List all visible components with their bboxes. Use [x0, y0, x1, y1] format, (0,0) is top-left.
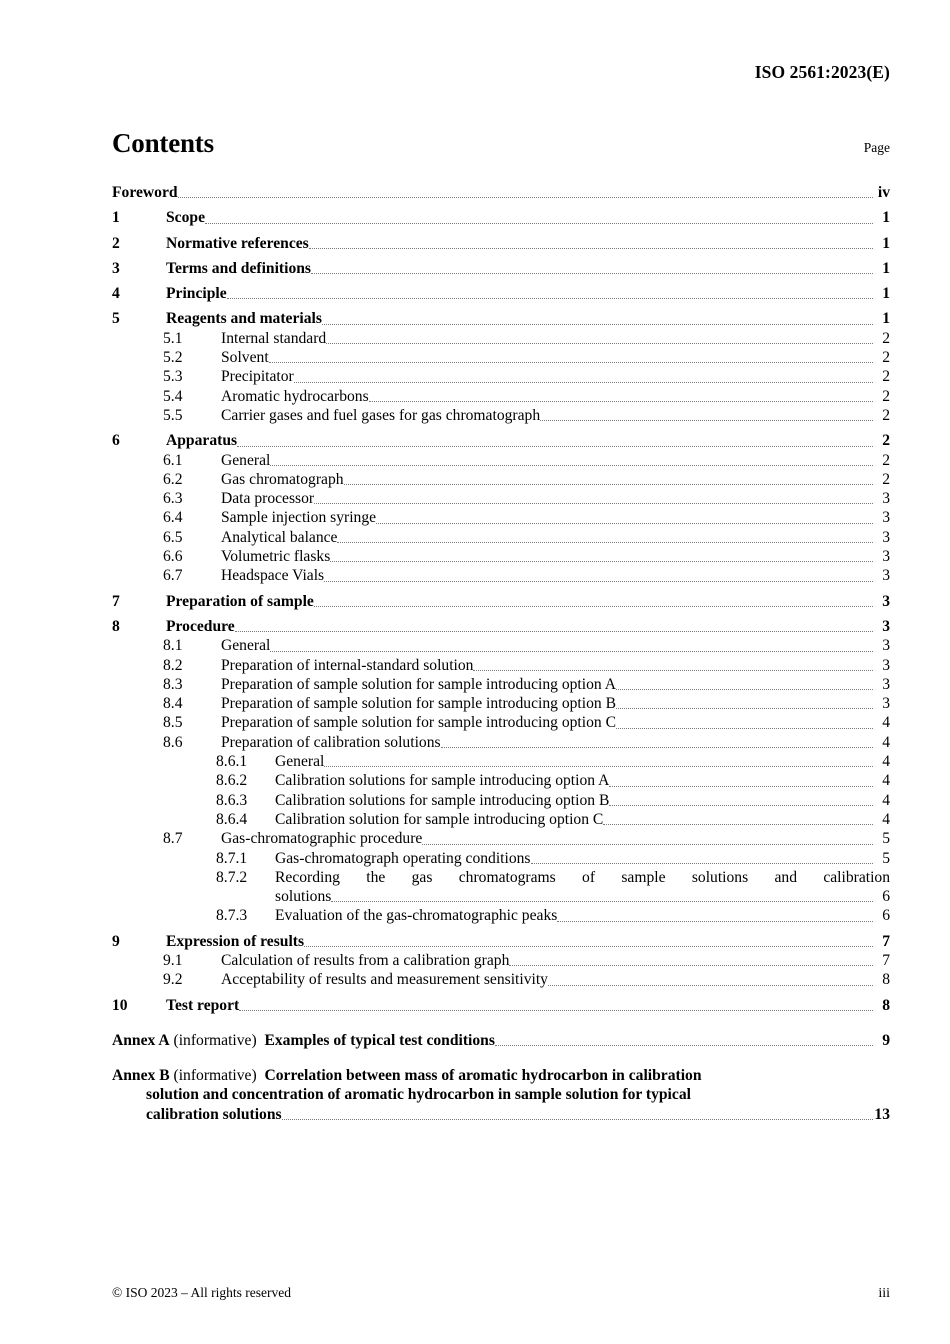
leader-dots [331, 891, 873, 907]
leader-dots [376, 512, 873, 528]
annex-a-line [112, 1031, 890, 1050]
leader-dots [548, 974, 873, 990]
toc-label: Preparation of sample [166, 592, 314, 610]
toc-page-number: 4 [882, 810, 890, 828]
toc-number: 5 [112, 310, 120, 328]
toc-label: Acceptability of results and measurement sensitivity [221, 971, 548, 989]
toc-label: Sample injection syringe [221, 509, 377, 527]
annex-b-name: Annex B [112, 1067, 170, 1085]
toc-page-number: 2 [882, 349, 890, 367]
toc-number: 8.7.1 [216, 849, 248, 867]
toc-page-number: 1 [882, 234, 890, 252]
toc-entry-8-6-1[interactable] [112, 752, 890, 771]
toc-page-number: 3 [882, 656, 890, 674]
leader-dots [294, 371, 873, 387]
toc-page-number: 8 [882, 971, 890, 989]
toc-page-number: 6 [882, 888, 890, 906]
toc-label: Preparation of calibration solutions [221, 733, 441, 751]
leader-dots [270, 640, 873, 656]
toc-page-number: 5 [882, 849, 890, 867]
toc-label: Preparation of sample solution for sample introducing option C [221, 714, 616, 732]
leader-dots [557, 910, 873, 926]
leader-dots [227, 288, 873, 304]
toc-page-number: 1 [882, 310, 890, 328]
toc-entry-8-6-2[interactable] [112, 771, 890, 790]
toc-number: 8.2 [163, 656, 183, 674]
toc-entry-annex-b[interactable] [112, 1066, 890, 1124]
toc-page-number: 3 [882, 548, 890, 566]
toc-entry-8-5[interactable] [112, 713, 890, 732]
toc-entry-principle[interactable] [112, 284, 890, 303]
toc-page-number: iv [877, 184, 890, 201]
leader-dots [239, 999, 873, 1015]
toc-page-number: 4 [882, 791, 890, 809]
toc-label-line-2 [275, 887, 890, 906]
annex-a-name: Annex A [112, 1031, 170, 1049]
leader-dots [237, 435, 873, 451]
toc-number: 8.7 [163, 830, 183, 848]
toc-label-continued: solutions [275, 888, 332, 906]
toc-label: Gas-chromatographic procedure [221, 830, 423, 848]
toc-entry-apparatus[interactable] [112, 431, 890, 450]
toc-number: 9 [112, 932, 120, 950]
leader-dots [609, 794, 873, 810]
toc-number: 8.6.3 [216, 791, 248, 809]
toc-entry-5-2[interactable] [112, 348, 890, 367]
toc-entry-scope[interactable] [112, 208, 890, 227]
toc-number: 8.4 [163, 695, 183, 713]
toc-entry-8-2[interactable] [112, 656, 890, 675]
toc-entry-5-3[interactable] [112, 367, 890, 386]
toc-entry-8-6-3[interactable] [112, 791, 890, 810]
toc-page-number: 2 [882, 406, 890, 424]
toc-entry-8-7-1[interactable] [112, 849, 890, 868]
leader-dots [324, 570, 873, 586]
toc-page-number: 4 [882, 714, 890, 732]
toc-page-number: 4 [882, 733, 890, 751]
toc-page-number: 3 [882, 490, 890, 508]
toc-label: Foreword [112, 184, 178, 201]
leader-dots [603, 814, 873, 830]
toc-label: General [221, 451, 271, 469]
toc-label-line-1: Recording the gas chromatograms of sample solutions and calibration [275, 868, 890, 886]
toc-label: Calibration solutions for sample introducing option B [275, 791, 610, 809]
toc-label: Calibration solutions for sample introducing option A [275, 772, 610, 790]
toc-entry-terms-and-definitions[interactable] [112, 259, 890, 278]
toc-page-number: 2 [882, 387, 890, 405]
toc-label: Data processor [221, 490, 315, 508]
toc-page-number: 3 [882, 528, 890, 546]
toc-page-number: 3 [882, 675, 890, 693]
toc-number: 9.2 [163, 971, 183, 989]
leader-dots [270, 454, 873, 470]
leader-dots [540, 410, 873, 426]
page-column-label: Page [863, 140, 890, 155]
leader-dots [324, 756, 873, 772]
annex-b-kind: (informative) [173, 1067, 257, 1085]
contents-title-row [112, 128, 890, 159]
toc-number: 6 [112, 432, 120, 450]
toc-number: 8.7.2 [216, 868, 248, 886]
toc-entry-9-2[interactable] [112, 970, 890, 989]
leader-dots [422, 833, 873, 849]
toc-entry-8-7-2[interactable] [112, 868, 890, 907]
toc-entry-6-1[interactable] [112, 451, 890, 470]
annex-a-kind: (informative) [173, 1031, 257, 1049]
toc-label: Gas chromatograph [221, 470, 344, 488]
toc-number: 5.2 [163, 349, 183, 367]
toc-number: 5.4 [163, 387, 183, 405]
leader-dots [311, 263, 873, 279]
toc-label: Test report [166, 996, 240, 1014]
toc-number: 6.3 [163, 490, 183, 508]
leader-dots [495, 1035, 873, 1051]
toc-label: Precipitator [221, 368, 294, 386]
toc-number: 7 [112, 592, 120, 610]
leader-dots [178, 187, 873, 203]
toc-number: 6.4 [163, 509, 183, 527]
leader-dots [616, 679, 873, 695]
annex-a-title: Examples of typical test conditions [264, 1031, 495, 1049]
toc-label: Preparation of sample solution for sample introducing option B [221, 695, 616, 713]
toc-number: 5.1 [163, 329, 183, 347]
toc-entry-6-5[interactable] [112, 528, 890, 547]
toc-label: Headspace Vials [221, 567, 325, 585]
toc-number: 9.1 [163, 951, 183, 969]
toc-page-number: 2 [882, 368, 890, 386]
leader-dots [205, 212, 873, 228]
toc-label: Internal standard [221, 329, 327, 347]
leader-dots [269, 352, 873, 368]
toc-label: Carrier gases and fuel gases for gas chromatograph [221, 406, 541, 424]
toc-entry-expression-of-results[interactable] [112, 932, 890, 951]
leader-dots [531, 852, 874, 868]
toc-label: Procedure [166, 617, 235, 635]
leader-dots [309, 237, 873, 253]
annex-b-title-line-3: calibration solutions [146, 1105, 282, 1123]
toc-entry-6-4[interactable] [112, 508, 890, 527]
toc-label: Preparation of internal-standard solution [221, 656, 474, 674]
toc-entry-reagents-and-materials[interactable] [112, 309, 890, 328]
toc-page-number: 3 [882, 567, 890, 585]
toc-entry-6-3[interactable] [112, 489, 890, 508]
toc-entry-8-6-4[interactable] [112, 810, 890, 829]
toc-entry-6-7[interactable] [112, 566, 890, 585]
leader-dots [322, 313, 873, 329]
toc-number: 5.5 [163, 406, 183, 424]
toc-page-number: 3 [882, 617, 890, 635]
leader-dots [235, 621, 873, 637]
toc-label: Aromatic hydrocarbons [221, 387, 369, 405]
toc-label: Principle [166, 285, 227, 303]
toc-page-number: 1 [882, 209, 890, 227]
toc-label: Calculation of results from a calibration graph [221, 951, 510, 969]
toc-page-number: 7 [882, 951, 890, 969]
leader-dots [304, 935, 873, 951]
toc-entry-8-1[interactable] [112, 636, 890, 655]
toc-label: Apparatus [166, 432, 238, 450]
toc-entry-normative-references[interactable] [112, 234, 890, 253]
toc-number: 8.6.4 [216, 810, 248, 828]
toc-label: Reagents and materials [166, 310, 322, 328]
toc-number: 6.5 [163, 528, 183, 546]
toc-label: Calibration solution for sample introducing option C [275, 810, 604, 828]
toc-page-number: 4 [882, 753, 890, 771]
toc-label: Volumetric flasks [221, 548, 331, 566]
leader-dots [282, 1108, 873, 1124]
toc-entry-5-5[interactable] [112, 406, 890, 425]
toc-entry-5-4[interactable] [112, 387, 890, 406]
toc-label: General [275, 753, 325, 771]
toc-page-number: 2 [882, 432, 890, 450]
leader-dots [369, 390, 873, 406]
toc-number: 6.7 [163, 567, 183, 585]
toc-page-number: 3 [882, 592, 890, 610]
toc-number: 3 [112, 259, 120, 277]
leader-dots [330, 551, 873, 567]
toc-entry-8-4[interactable] [112, 694, 890, 713]
toc-label: Evaluation of the gas-chromatographic peaks [275, 907, 558, 925]
toc-number: 8.6.2 [216, 772, 248, 790]
toc-entry-foreword[interactable] [112, 183, 890, 202]
annex-b-title-line-1: Correlation between mass of aromatic hydrocarbon in calibration [264, 1067, 702, 1085]
toc-number: 8.3 [163, 675, 183, 693]
annex-b-title-line-2-row [112, 1085, 890, 1104]
toc-page-number: 13 [874, 1105, 890, 1123]
toc-number: 8.5 [163, 714, 183, 732]
toc-entry-8-6[interactable] [112, 733, 890, 752]
toc-page-number: 2 [882, 329, 890, 347]
toc-page-number: 5 [882, 830, 890, 848]
toc-entry-9-1[interactable] [112, 951, 890, 970]
toc-label: General [221, 637, 271, 655]
toc-entry-5-1[interactable] [112, 329, 890, 348]
leader-dots [473, 659, 873, 675]
toc-number: 6.1 [163, 451, 183, 469]
leader-dots [616, 717, 873, 733]
toc-entry-8-7-3[interactable] [112, 906, 890, 925]
toc-entry-6-6[interactable] [112, 547, 890, 566]
toc-number: 8.7.3 [216, 907, 248, 925]
leader-dots [616, 698, 873, 714]
toc-entry-test-report[interactable] [112, 996, 890, 1015]
toc-entry-preparation-of-sample[interactable] [112, 592, 890, 611]
toc-label: Gas-chromatograph operating conditions [275, 849, 531, 867]
document-header-id: ISO 2561:2023(E) [754, 62, 890, 82]
page-title: Contents [112, 128, 214, 158]
leader-dots [337, 531, 873, 547]
toc-label: Solvent [221, 349, 269, 367]
toc-page-number: 1 [882, 285, 890, 303]
copyright-notice: © ISO 2023 – All rights reserved [112, 1285, 291, 1300]
toc-number: 8.1 [163, 637, 183, 655]
toc-number: 2 [112, 234, 120, 252]
annex-b-title-line-3-row [112, 1105, 890, 1124]
toc-number: 8.6.1 [216, 753, 248, 771]
toc-page-number: 8 [882, 996, 890, 1014]
toc-page-number: 3 [882, 695, 890, 713]
toc-entry-annex-a[interactable] [112, 1031, 890, 1050]
leader-dots [344, 474, 873, 490]
toc-label: Expression of results [166, 932, 305, 950]
toc-label-block [275, 868, 890, 907]
toc-number: 1 [112, 209, 120, 227]
toc-page-number: 2 [882, 451, 890, 469]
toc-page-number: 3 [882, 637, 890, 655]
toc-page-number: 6 [882, 907, 890, 925]
leader-dots [609, 775, 873, 791]
toc-label: Terms and definitions [166, 259, 311, 277]
leader-dots [509, 955, 873, 971]
toc-number: 5.3 [163, 368, 183, 386]
footer-page-number: iii [878, 1286, 890, 1301]
annex-b-heading [112, 1066, 890, 1085]
leader-dots [314, 493, 873, 509]
toc-number: 6.6 [163, 548, 183, 566]
annex-b-title-line-2: solution and concentration of aromatic hydrocarbon in sample solution for typical [146, 1086, 691, 1104]
toc-label: Scope [166, 209, 205, 227]
toc-number: 4 [112, 285, 120, 303]
page-footer [112, 1285, 890, 1302]
toc-page-number: 7 [882, 932, 890, 950]
toc-label: Analytical balance [221, 528, 338, 546]
toc-number: 8 [112, 617, 120, 635]
toc-entry-8-7[interactable] [112, 829, 890, 848]
toc-number: 6.2 [163, 470, 183, 488]
leader-dots [326, 332, 873, 348]
table-of-contents [112, 183, 890, 1124]
toc-page-number: 4 [882, 772, 890, 790]
toc-label: Preparation of sample solution for sample introducing option A [221, 675, 616, 693]
toc-entry-procedure[interactable] [112, 617, 890, 636]
toc-entry-6-2[interactable] [112, 470, 890, 489]
toc-page-number: 3 [882, 509, 890, 527]
toc-page-number: 9 [882, 1031, 890, 1049]
toc-number: 8.6 [163, 733, 183, 751]
toc-entry-8-3[interactable] [112, 675, 890, 694]
leader-dots [314, 595, 873, 611]
toc-page-number: 2 [882, 470, 890, 488]
toc-number: 10 [112, 996, 128, 1014]
leader-dots [441, 736, 873, 752]
toc-label: Normative references [166, 234, 309, 252]
toc-page-number: 1 [882, 259, 890, 277]
